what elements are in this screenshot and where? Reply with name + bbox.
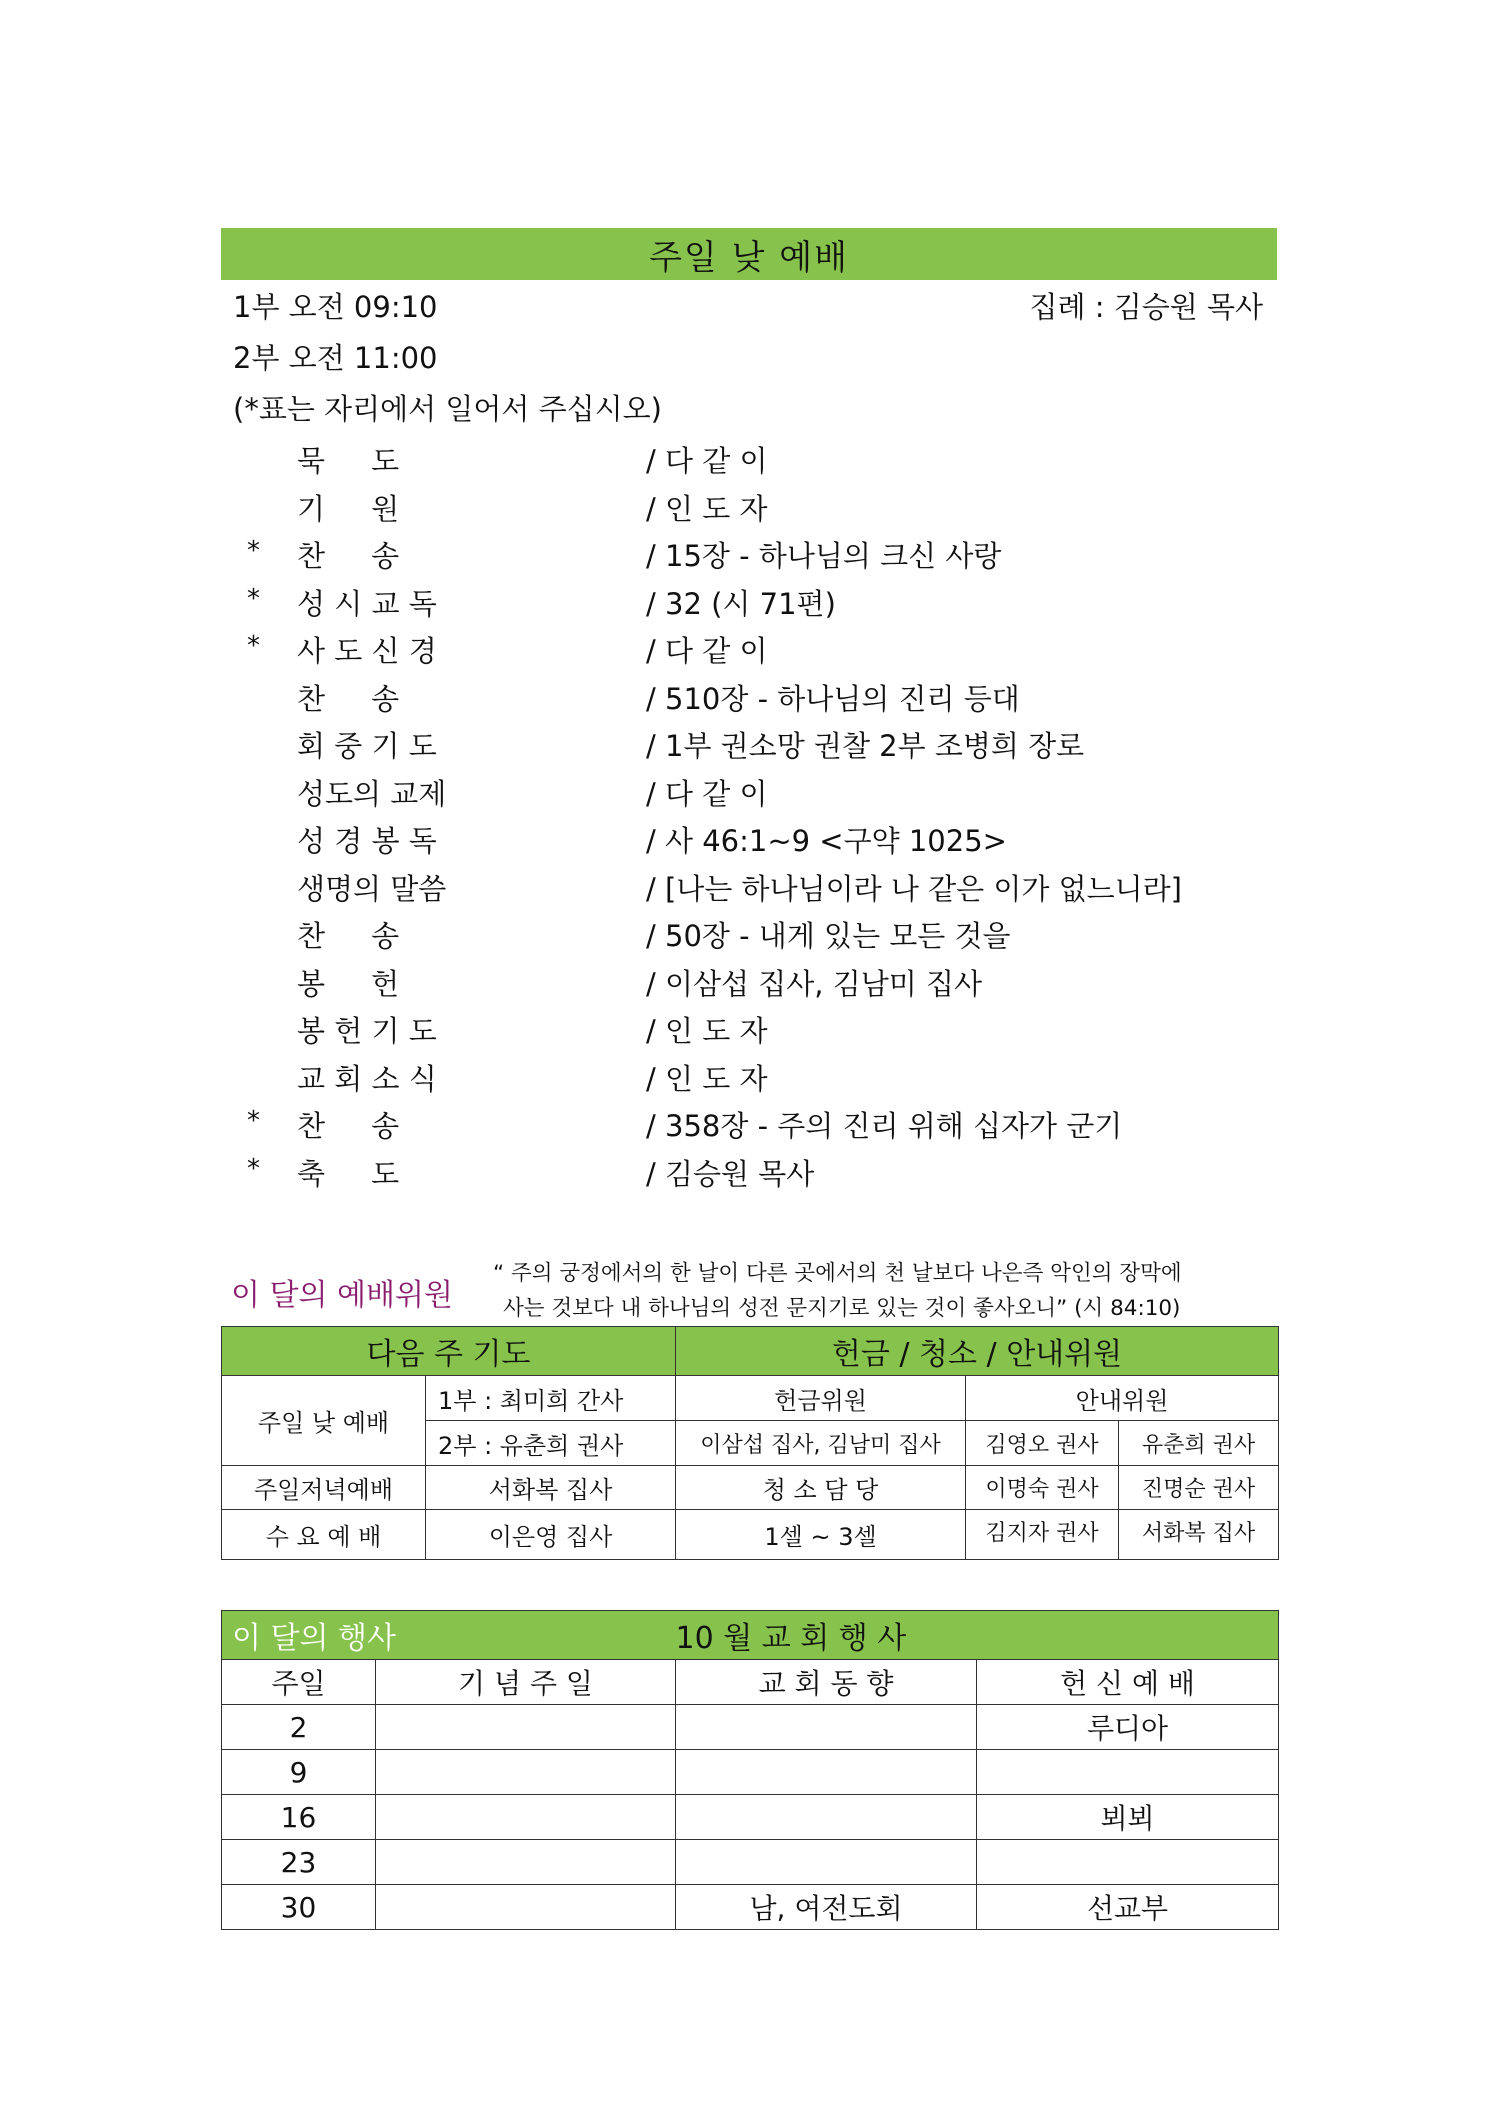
order-of-worship <box>221 437 1277 1197</box>
second-service-time: 2부 오전 11:00 <box>233 341 438 375</box>
devotion-service <box>977 1840 1279 1885</box>
church-news <box>676 1795 977 1840</box>
sunday-date: 9 <box>222 1750 376 1795</box>
header-offering-cleaning-ushers: 헌금 / 청소 / 안내위원 <box>676 1327 1279 1376</box>
order-value: / 32 (시 71편) <box>646 586 836 621</box>
first-service-time: 1부 오전 09:10 <box>233 290 438 324</box>
usher-name: 김영오 권사 <box>966 1421 1119 1466</box>
workers-row <box>222 1466 1279 1510</box>
order-row <box>221 1055 1277 1103</box>
order-value: / 김승원 목사 <box>646 1156 815 1191</box>
usher-name: 김지자 권사 <box>966 1510 1119 1560</box>
order-row <box>221 912 1277 960</box>
sunday-date: 23 <box>222 1840 376 1885</box>
church-news <box>676 1705 977 1750</box>
sunday-service-section <box>221 228 1277 1197</box>
order-item: 찬 송 <box>297 1109 400 1143</box>
scripture-quote <box>493 1256 1182 1326</box>
order-item: 성 시 교 독 <box>297 586 437 621</box>
order-item: 찬 송 <box>297 539 400 573</box>
order-row <box>221 627 1277 675</box>
order-item: 봉 헌 <box>297 966 400 1001</box>
wednesday-prayer: 이은영 집사 <box>426 1510 676 1560</box>
memorial-sunday <box>376 1705 676 1750</box>
table-row <box>222 1705 1279 1750</box>
first-service-row <box>221 280 1277 331</box>
cleaning-title: 청 소 담 당 <box>676 1466 966 1510</box>
order-value: / 인 도 자 <box>646 491 768 526</box>
order-item: 봉 헌 기 도 <box>297 1014 437 1048</box>
memorial-sunday <box>376 1750 676 1795</box>
devotion-service: 선교부 <box>977 1885 1279 1930</box>
quote-line-2: 사는 것보다 내 하나님의 성전 문지기로 있는 것이 좋사오니” (시 84:10) <box>503 1296 1181 1321</box>
order-row <box>221 485 1277 533</box>
cleaning-cells: 1셀 ~ 3셀 <box>676 1510 966 1560</box>
usher-title: 안내위원 <box>966 1376 1279 1421</box>
usher-name: 서화복 집사 <box>1119 1510 1279 1560</box>
sunday-second-prayer: 2부 : 유춘희 권사 <box>426 1421 676 1466</box>
events-title: 10 월 교 회 행 사 <box>676 1611 1279 1660</box>
order-value: / 다 같 이 <box>646 444 768 478</box>
devotion-service: 뵈뵈 <box>977 1795 1279 1840</box>
stand-marker: * <box>247 631 260 661</box>
sunday-day-label: 주일 낮 예배 <box>222 1376 426 1466</box>
workers-row <box>222 1376 1279 1421</box>
order-value: / 다 같 이 <box>646 634 768 668</box>
order-row <box>221 1102 1277 1150</box>
column-header: 주일 <box>222 1660 376 1705</box>
stand-marker: * <box>247 583 260 614</box>
order-item: 찬 송 <box>297 919 400 953</box>
order-row <box>221 960 1277 1008</box>
events-header-row <box>222 1611 1279 1660</box>
order-item: 성도의 교제 <box>297 776 447 811</box>
order-row <box>221 817 1277 865</box>
sunday-first-prayer: 1부 : 최미희 간사 <box>426 1376 676 1421</box>
column-header: 헌 신 예 배 <box>977 1660 1279 1705</box>
order-item: 기 원 <box>297 491 400 526</box>
order-value: / 인 도 자 <box>646 1014 768 1048</box>
month-workers-label: 이 달의 예배위원 <box>231 1278 453 1313</box>
memorial-sunday <box>376 1795 676 1840</box>
stand-marker: * <box>247 536 260 566</box>
order-value: / 1부 권소망 권찰 2부 조병희 장로 <box>646 729 1085 763</box>
order-value: / 50장 - 내게 있는 모든 것을 <box>646 919 1011 953</box>
stand-marker: * <box>247 1153 260 1184</box>
service-title: 주일 낮 예배 <box>221 228 1277 280</box>
stand-marker: * <box>247 1106 260 1136</box>
usher-name: 유춘희 권사 <box>1119 1421 1279 1466</box>
offering-names: 이삼섭 집사, 김남미 집사 <box>676 1421 966 1466</box>
church-news <box>676 1840 977 1885</box>
order-value: / 다 같 이 <box>646 776 768 811</box>
events-table <box>221 1610 1279 1930</box>
order-row <box>221 722 1277 770</box>
order-value: / [나는 하나님이라 나 같은 이가 없느니라] <box>646 871 1182 906</box>
events-label: 이 달의 행사 <box>222 1611 676 1660</box>
sunday-date: 30 <box>222 1885 376 1930</box>
order-row <box>221 1150 1277 1198</box>
workers-table <box>221 1326 1279 1560</box>
quote-line-1: “ 주의 궁정에서의 한 날이 다른 곳에서의 천 날보다 나은즉 악인의 장막에 <box>493 1261 1182 1286</box>
order-row <box>221 770 1277 818</box>
sunday-date: 2 <box>222 1705 376 1750</box>
order-value: / 인 도 자 <box>646 1061 768 1096</box>
order-row <box>221 437 1277 485</box>
order-value: / 이삼섭 집사, 김남미 집사 <box>646 966 983 1001</box>
devotion-service: 루디아 <box>977 1705 1279 1750</box>
order-value: / 358장 - 주의 진리 위해 십자가 군기 <box>646 1109 1123 1143</box>
order-row <box>221 580 1277 628</box>
offering-title: 헌금위원 <box>676 1376 966 1421</box>
standing-note: (*표는 자리에서 일어서 주십시오) <box>233 392 662 426</box>
order-item: 성 경 봉 독 <box>297 824 437 858</box>
usher-name: 이명숙 권사 <box>966 1466 1119 1510</box>
sunday-date: 16 <box>222 1795 376 1840</box>
usher-name: 진명순 권사 <box>1119 1466 1279 1510</box>
order-item: 찬 송 <box>297 681 400 716</box>
presider: 집례 : 김승원 목사 <box>1029 290 1263 324</box>
order-row <box>221 1007 1277 1055</box>
events-column-row <box>222 1660 1279 1705</box>
order-item: 축 도 <box>297 1156 400 1191</box>
memorial-sunday <box>376 1840 676 1885</box>
table-row <box>222 1885 1279 1930</box>
order-row <box>221 675 1277 723</box>
devotion-service <box>977 1750 1279 1795</box>
column-header: 기 념 주 일 <box>376 1660 676 1705</box>
table-row <box>222 1795 1279 1840</box>
workers-header-row <box>222 1327 1279 1376</box>
header-next-prayer: 다음 주 기도 <box>222 1327 676 1376</box>
church-news: 남, 여전도회 <box>676 1885 977 1930</box>
order-row <box>221 532 1277 580</box>
order-item: 묵 도 <box>297 444 400 478</box>
order-value: / 510장 - 하나님의 진리 등대 <box>646 681 1020 716</box>
order-item: 교 회 소 식 <box>297 1061 437 1096</box>
wednesday-label: 수 요 예 배 <box>222 1510 426 1560</box>
order-row <box>221 865 1277 913</box>
order-value: / 사 46:1~9 <구약 1025> <box>646 824 1007 858</box>
table-row <box>222 1840 1279 1885</box>
church-news <box>676 1750 977 1795</box>
evening-label: 주일저녁예배 <box>222 1466 426 1510</box>
order-item: 회 중 기 도 <box>297 729 437 763</box>
column-header: 교 회 동 향 <box>676 1660 977 1705</box>
table-row <box>222 1750 1279 1795</box>
order-item: 생명의 말씀 <box>297 871 447 906</box>
order-value: / 15장 - 하나님의 크신 사랑 <box>646 539 1002 573</box>
order-item: 사 도 신 경 <box>297 634 437 668</box>
evening-prayer: 서화복 집사 <box>426 1466 676 1510</box>
memorial-sunday <box>376 1885 676 1930</box>
month-workers-heading <box>221 1256 1277 1328</box>
